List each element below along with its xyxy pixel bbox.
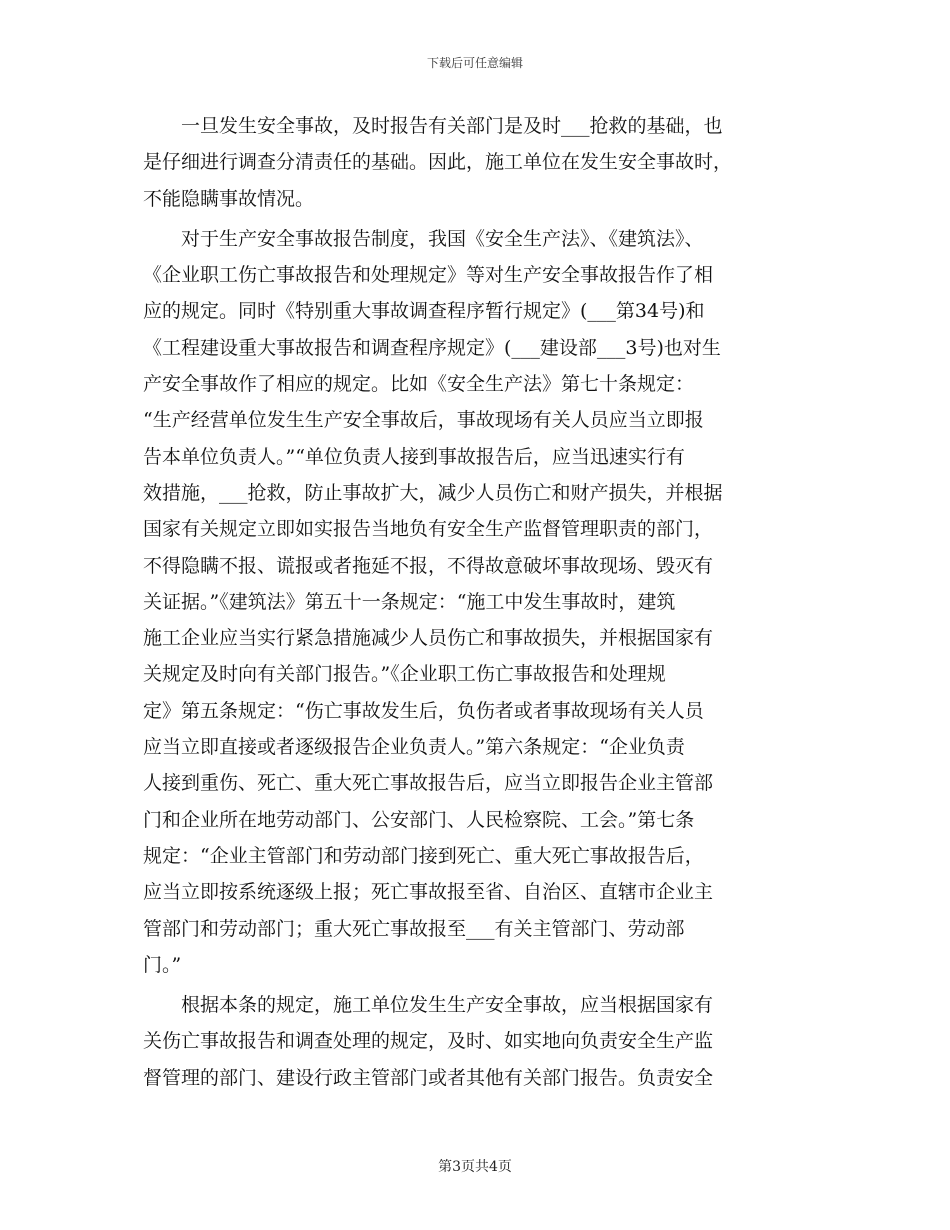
document-body	[143, 108, 807, 1096]
text-line: 对于生产安全事故报告制度，我国《安全生产法》、《建筑法》、	[143, 227, 704, 250]
text-line: 规定：“企业主管部门和劳动部门接到死亡、重大死亡事故报告后，	[143, 844, 704, 867]
text-line: 关证据。”《建筑法》第五十一条规定：“施工中发生事故时，建筑	[143, 590, 676, 613]
text-line: 一旦发生安全事故，及时报告有关部门是及时___抢救的基础，也	[143, 115, 723, 137]
text-line: 门和企业所在地劳动部门、公安部门、人民检察院、工会。”第七条	[143, 808, 695, 831]
text-line: 国家有关规定立即如实报告当地负有安全生产监督管理职责的部门，	[143, 518, 714, 541]
text-line: 应的规定。同时《特别重大事故调查程序暂行规定》(___第34号)和	[143, 300, 705, 323]
text-line: 关伤亡事故报告和调查处理的规定，及时、如实地向负责安全生产监	[143, 1030, 714, 1053]
page-number: 第3页共4页	[438, 1159, 512, 1175]
text-line: 《企业职工伤亡事故报告和处理规定》等对生产安全事故报告作了相	[143, 264, 714, 287]
text-line: 管部门和劳动部门；重大死亡事故报至___有关主管部门、劳动部	[143, 917, 685, 940]
text-line: 告本单位负责人。”“单位负责人接到事故报告后，应当迅速实行有	[143, 445, 685, 468]
text-line: 根据本条的规定，施工单位发生生产安全事故，应当根据国家有	[143, 994, 714, 1017]
text-line: 是仔细进行调查分清责任的基础。因此，施工单位在发生安全事故时，	[143, 151, 733, 174]
text-line: 门。”	[143, 953, 182, 976]
text-line: 《工程建设重大事故报告和调查程序规定》(___建设部___3号)也对生	[143, 336, 721, 359]
text-line: 施工企业应当实行紧急措施减少人员伤亡和事故损失，并根据国家有	[143, 627, 714, 650]
text-line: 人接到重伤、死亡、重大死亡事故报告后，应当立即报告企业主管部	[143, 772, 714, 795]
text-line: 产安全事故作了相应的规定。比如《安全生产法》第七十条规定：	[143, 373, 695, 396]
text-line: 督管理的部门、建设行政主管部门或者其他有关部门报告。负责安全	[143, 1066, 714, 1089]
text-line: 不得隐瞒不报、谎报或者拖延不报，不得故意破坏事故现场、毁灭有	[143, 554, 714, 577]
text-line: 效措施，___抢救，防止事故扩大，减少人员伤亡和财产损失，并根据	[143, 481, 723, 504]
text-line: “生产经营单位发生生产安全事故后，事故现场有关人员应当立即报	[143, 409, 704, 432]
text-line: 应当立即按系统逐级上报；死亡事故报至省、自治区、直辖市企业主	[143, 881, 714, 904]
text-line: 应当立即直接或者逐级报告企业负责人。”第六条规定：“企业负责	[143, 736, 685, 759]
text-line: 不能隐瞒事故情况。	[143, 187, 315, 210]
text-line: 关规定及时向有关部门报告。”《企业职工伤亡事故报告和处理规	[143, 663, 666, 686]
text-line: 定》第五条规定：“伤亡事故发生后，负伤者或者事故现场有关人员	[143, 699, 704, 722]
page-header: 下载后可任意编辑	[426, 56, 523, 70]
